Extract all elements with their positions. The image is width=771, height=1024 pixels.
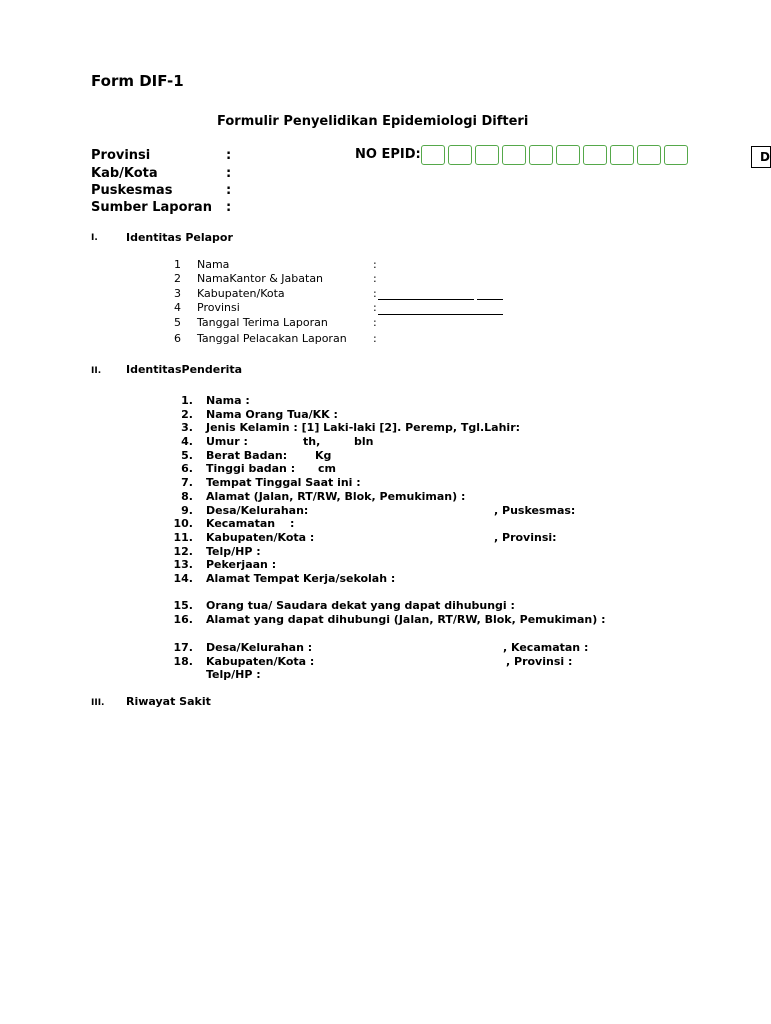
header-label-puskesmas: Puskesmas xyxy=(91,183,173,198)
provinsi-fill-line[interactable] xyxy=(378,314,503,315)
penderita-item-number: 13. xyxy=(173,558,193,571)
header-colon-sumber-laporan: : xyxy=(226,200,232,215)
section-1-roman: I. xyxy=(91,233,98,243)
penderita-item-label: Nama : xyxy=(206,394,250,407)
pelapor-item-colon: : xyxy=(373,301,377,314)
berat-unit-kg: Kg xyxy=(315,449,332,462)
penderita-item-label: Alamat yang dapat dihubungi (Jalan, RT/RW, Blok, Pemukiman) : xyxy=(206,613,606,626)
provinsi-label: , Provinsi : xyxy=(506,655,573,668)
penderita-item-number: 7. xyxy=(181,476,193,489)
penderita-item-number: 4. xyxy=(181,435,193,448)
section-2-title: IdentitasPenderita xyxy=(126,363,243,376)
penderita-item-label: Nama Orang Tua/KK : xyxy=(206,408,338,421)
section-3-roman: III. xyxy=(91,698,105,708)
penderita-item-number: 10. xyxy=(173,517,193,530)
penderita-item-number: 5. xyxy=(181,449,193,462)
pelapor-item-number: 2 xyxy=(174,272,181,285)
epid-digit-box[interactable] xyxy=(475,145,499,165)
provinsi-label: , Provinsi: xyxy=(494,531,557,544)
epid-digit-box[interactable] xyxy=(610,145,634,165)
epid-digit-box[interactable] xyxy=(664,145,688,165)
pelapor-item-label: Provinsi xyxy=(197,301,240,314)
penderita-item-label: Tinggi badan : xyxy=(206,462,296,475)
penderita-item-label: Desa/Kelurahan : xyxy=(206,641,313,654)
penderita-item-number: 8. xyxy=(181,490,193,503)
kecamatan-label: , Kecamatan : xyxy=(503,641,589,654)
epid-digit-box[interactable] xyxy=(421,145,445,165)
penderita-item-label: Tempat Tinggal Saat ini : xyxy=(206,476,361,489)
penderita-item-label: Jenis Kelamin : [1] Laki-laki [2]. Peremp, Tgl.Lahir: xyxy=(206,421,521,434)
pelapor-item-number: 4 xyxy=(174,301,181,314)
section-2-roman: II. xyxy=(91,366,102,376)
penderita-item-label: Alamat (Jalan, RT/RW, Blok, Pemukiman) : xyxy=(206,490,466,503)
penderita-item-label: Umur : xyxy=(206,435,248,448)
header-label-provinsi: Provinsi xyxy=(91,148,151,163)
penderita-item-label: Kabupaten/Kota : xyxy=(206,531,315,544)
penderita-item-number: 6. xyxy=(181,462,193,475)
pelapor-item-label: Kabupaten/Kota xyxy=(197,287,285,300)
penderita-item-label: Kabupaten/Kota : xyxy=(206,655,315,668)
penderita-item-number: 16. xyxy=(173,613,193,626)
pelapor-item-colon: : xyxy=(373,287,377,300)
pelapor-item-label: NamaKantor & Jabatan xyxy=(197,272,324,285)
epid-digit-box[interactable] xyxy=(448,145,472,165)
side-box: D xyxy=(751,146,771,168)
epid-digit-box[interactable] xyxy=(502,145,526,165)
pelapor-item-number: 5 xyxy=(174,316,181,329)
kabkota-fill-line[interactable] xyxy=(477,299,503,300)
document-title: Form DIF-1 xyxy=(91,72,184,90)
epid-digit-box[interactable] xyxy=(529,145,553,165)
pelapor-item-number: 3 xyxy=(174,287,181,300)
pelapor-item-label: Nama xyxy=(197,258,230,271)
penderita-item-label: Kecamatan xyxy=(206,517,276,530)
pelapor-item-label: Tanggal Pelacakan Laporan xyxy=(197,332,347,345)
penderita-item-number: 15. xyxy=(173,599,193,612)
epid-label: NO EPID: xyxy=(355,147,421,162)
pelapor-item-colon: : xyxy=(373,258,377,271)
puskesmas-label: , Puskesmas: xyxy=(494,504,576,517)
kecamatan-colon: : xyxy=(290,517,295,530)
penderita-item-number: 17. xyxy=(173,641,193,654)
penderita-item-number: 14. xyxy=(173,572,193,585)
header-colon-provinsi: : xyxy=(226,148,232,163)
penderita-item-number: 12. xyxy=(173,545,193,558)
pelapor-item-number: 1 xyxy=(174,258,181,271)
penderita-item-label: Desa/Kelurahan: xyxy=(206,504,309,517)
penderita-item-number: 11. xyxy=(173,531,193,544)
pelapor-item-label: Tanggal Terima Laporan xyxy=(197,316,328,329)
penderita-item-label: Orang tua/ Saudara dekat yang dapat dihubungi : xyxy=(206,599,515,612)
penderita-item-label: Pekerjaan : xyxy=(206,558,277,571)
penderita-item-label: Telp/HP : xyxy=(206,668,261,681)
epid-digit-box[interactable] xyxy=(637,145,661,165)
header-label-kabkota: Kab/Kota xyxy=(91,166,158,181)
umur-unit-bln: bln xyxy=(354,435,374,448)
umur-unit-th: th, xyxy=(303,435,321,448)
section-3-title: Riwayat Sakit xyxy=(126,695,211,708)
penderita-item-label: Alamat Tempat Kerja/sekolah : xyxy=(206,572,396,585)
penderita-item-number: 18. xyxy=(173,655,193,668)
penderita-item-number: 3. xyxy=(181,421,193,434)
penderita-item-number: 1. xyxy=(181,394,193,407)
penderita-item-number: 9. xyxy=(181,504,193,517)
pelapor-item-colon: : xyxy=(373,272,377,285)
epid-digit-box[interactable] xyxy=(556,145,580,165)
pelapor-item-colon: : xyxy=(373,316,377,329)
epid-box-row xyxy=(421,145,691,165)
penderita-item-label: Berat Badan: xyxy=(206,449,288,462)
pelapor-item-number: 6 xyxy=(174,332,181,345)
form-title: Formulir Penyelidikan Epidemiologi Difteri xyxy=(217,114,529,129)
tinggi-unit-cm: cm xyxy=(318,462,336,475)
penderita-item-label: Telp/HP : xyxy=(206,545,261,558)
section-1-title: Identitas Pelapor xyxy=(126,231,233,244)
pelapor-item-colon: : xyxy=(373,332,377,345)
penderita-item-number: 2. xyxy=(181,408,193,421)
header-label-sumber-laporan: Sumber Laporan xyxy=(91,200,212,215)
header-colon-kabkota: : xyxy=(226,166,232,181)
epid-digit-box[interactable] xyxy=(583,145,607,165)
kabkota-fill-line[interactable] xyxy=(378,299,474,300)
header-colon-puskesmas: : xyxy=(226,183,232,198)
